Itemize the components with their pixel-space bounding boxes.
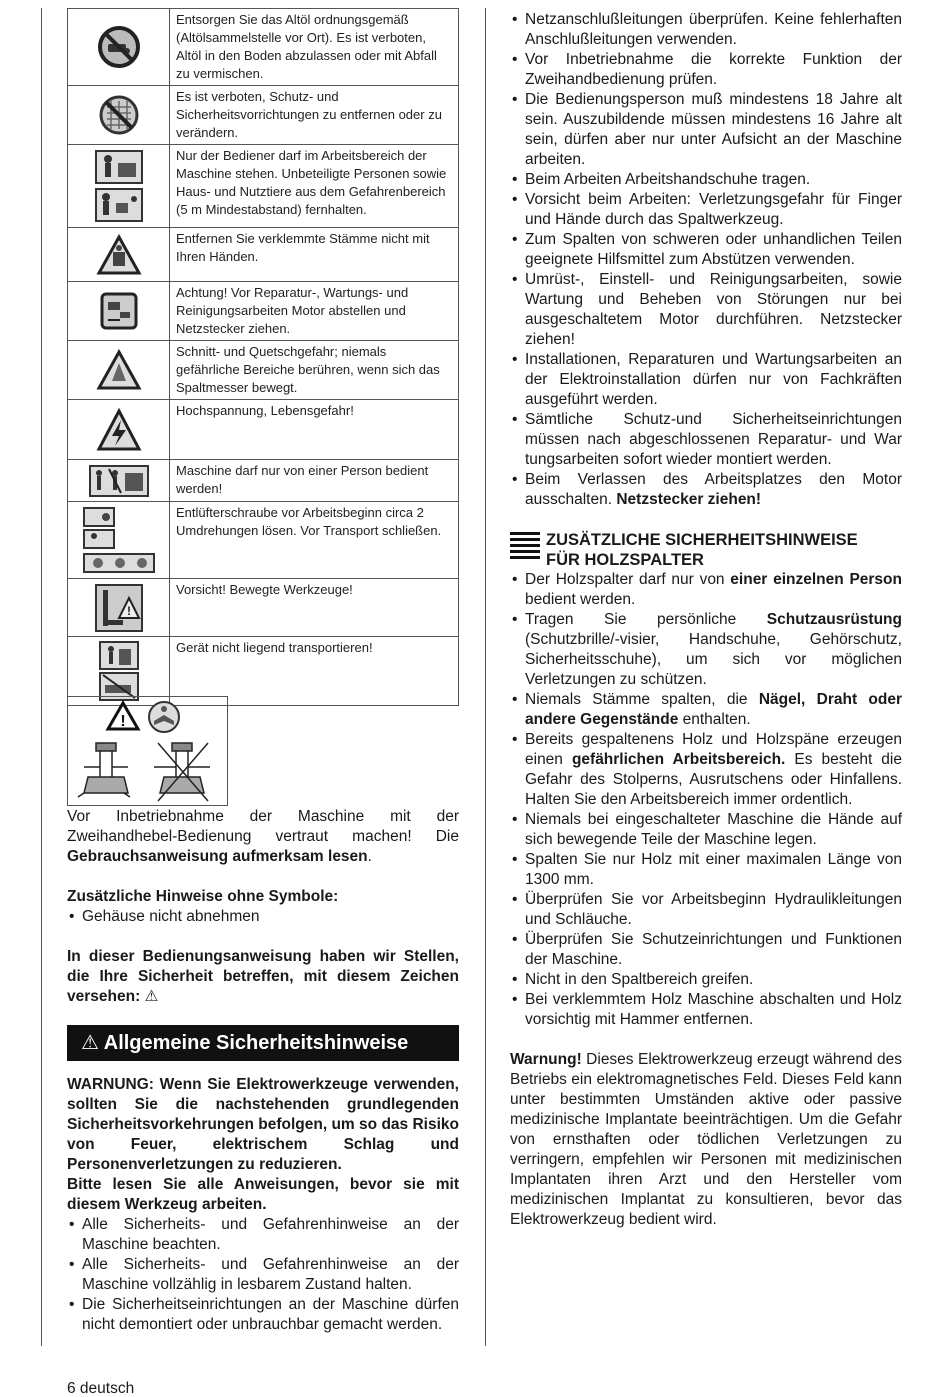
right-column — [510, 10, 902, 1230]
general-safety-banner: ⚠ Allgemeine Sicherheitshinweise — [67, 1025, 459, 1061]
list-item: • Niemals bei eingeschalteter Maschine die Hände auf sich bewegende Teile der Maschine legen. — [510, 810, 902, 850]
list-item: • Netzanschlußleitungen überprüfen. Keine fehlerhaften Anschlußleitungen verwenden. — [510, 10, 902, 50]
no-oil-disposal-icon — [68, 9, 170, 86]
list-item: • Umrüst-, Einstell- und Reinigungsarbeiten, sowie Wartung und Beheben von Störungen nur bei ausgeschaltetem Motor durchführen. Netzstecker ziehen! — [510, 270, 902, 350]
log-splitter-safety-list — [510, 570, 902, 1030]
list-item: • Niemals Stämme spalten, die Nägel, Draht oder andere Gegenstände enthalten. — [510, 690, 902, 730]
table-row — [68, 228, 459, 282]
vent-screw-icon — [68, 502, 170, 579]
read-all-paragraph: Bitte lesen Sie alle Anweisungen, bevor sie mit diesem Werkzeug arbeiten. — [67, 1176, 459, 1213]
emf-warning-paragraph: Warnung! Dieses Elektrowerkzeug erzeugt während des Betriebs ein elektromagnetisches Feld. Dieses Feld kann unter bestimmten Umständen aktive oder passive medizinische Implantate beeinträchtigen. Um die Gefahr von ernsthaften oder tödlichen Verletzungen zu verringern, empfehlen wir Personen mit medizinischen Implantaten ihren Arzt und den Hersteller vom medizinischen Implantat zu konsultieren, bevor das Elektrowerkzeug bedient wird. — [510, 1051, 902, 1228]
crush-hazard-icon — [68, 341, 170, 400]
column-divider — [485, 8, 486, 1346]
list-item: • Vor Inbetriebnahme die korrekte Funktion der Zweihandbedienung prüfen. — [510, 50, 902, 90]
extra-notes-heading: Zusätzliche Hinweise ohne Symbole: — [67, 888, 339, 905]
symbol-notice: In dieser Bedienungsanweisung haben wir Stellen, die Ihre Sicherheit betreffen, mit diesem Zeichen versehen: ⚠ — [67, 948, 459, 1005]
section-title-line-2: FÜR HOLZSPALTER — [546, 551, 704, 569]
list-item: • Der Holzspalter darf nur von einer einzelnen Person bedient werden. — [510, 570, 902, 610]
symbol-text: Achtung! Vor Reparatur-, Wartungs- und Reinigungsarbeiten Motor abstellen und Netzstecker ziehen. — [170, 282, 459, 341]
symbol-text: Entfernen Sie verklemmte Stämme nicht mit Ihren Händen. — [170, 228, 459, 282]
list-item: • Zum Spalten von schweren oder unhandlichen Teilen geeignete Hilfsmittel zum Abstützen verwenden. — [510, 230, 902, 270]
section-bars-icon — [510, 532, 540, 562]
symbol-text: Vorsicht! Bewegte Werkzeuge! — [170, 579, 459, 637]
list-item: • Bereits gespaltenens Holz und Holzspäne erzeugen einen gefährlichen Arbeitsbereich. Es besteht die Gefahr des Stolperns, Ausrutschens oder Hinfallens. Halten Sie den Arbeitsbereich immer ordentlich. — [510, 730, 902, 810]
list-item: • Nicht in den Spaltbereich greifen. — [510, 970, 902, 990]
symbol-text: Schnitt- und Quetschgefahr; niemals gefährliche Bereiche berühren, wenn sich das Spaltmesser bewegt. — [170, 341, 459, 400]
svg-text:!: ! — [126, 603, 131, 618]
table-row — [68, 86, 459, 145]
table-row — [68, 502, 459, 579]
table-row — [68, 9, 459, 86]
list-item: • Gehäuse nicht abnehmen — [67, 907, 459, 927]
general-safety-list-continued — [510, 10, 902, 510]
intro-text: Vor Inbetriebnahme der Maschine mit der Zweihandhebel-Bedienung vertraut machen! Die — [67, 808, 459, 845]
intro-text-end: . — [367, 848, 372, 865]
symbol-text: Gerät nicht liegend transportieren! — [170, 637, 459, 706]
list-item: • Spalten Sie nur Holz mit einer maximalen Länge von 1300 mm. — [510, 850, 902, 890]
table-row — [68, 145, 459, 228]
page-footer: 6 deutsch — [67, 1380, 135, 1397]
section-title-line-1: ZUSÄTZLICHE SICHERHEITSHINWEISE — [546, 531, 858, 549]
symbol-text: Nur der Bediener darf im Arbeitsbereich der Maschine stehen. Unbeteiligte Personen sowie Haus- und Nutztiere aus dem Gefahrenbereich (5 m Mindestabstand) fernhalten. — [170, 145, 459, 228]
moving-tools-icon — [68, 579, 170, 637]
symbol-text: Hochspannung, Lebensgefahr! — [170, 400, 459, 460]
jammed-log-warning-icon — [68, 228, 170, 282]
symbol-text: Entlüfterschraube vor Arbeitsbeginn circa 2 Umdrehungen lösen. Vor Transport schließen. — [170, 502, 459, 579]
machine-diagram-left-icon — [78, 743, 130, 797]
list-item: • Beim Verlassen des Arbeitsplatzes den Motor ausschalten. Netzstecker ziehen! — [510, 470, 902, 510]
symbol-text: Es ist verboten, Schutz- und Sicherheitsvorrichtungen zu entfernen oder zu verändern. — [170, 86, 459, 145]
two-hand-lever-figure — [67, 696, 228, 806]
list-item: • Bei verklemmtem Holz Maschine abschalten und Holz vorsichtig mit Hammer entfernen. — [510, 990, 902, 1030]
list-item: • Vorsicht beim Arbeiten: Verletzungsgefahr für Finger und Hände durch das Spaltwerkzeug. — [510, 190, 902, 230]
table-row — [68, 460, 459, 502]
list-item: • Überprüfen Sie Schutzeinrichtungen und Funktionen der Maschine. — [510, 930, 902, 970]
safety-symbol-table — [67, 8, 459, 706]
extra-notes-list — [67, 907, 459, 927]
svg-text:!: ! — [120, 713, 126, 730]
left-margin-rule — [41, 8, 42, 1346]
general-safety-list — [67, 1215, 459, 1335]
table-row — [68, 341, 459, 400]
table-row — [68, 400, 459, 460]
intro-paragraph — [67, 807, 459, 867]
list-item: • Alle Sicherheits- und Gefahrenhinweise an der Maschine vollzählig in lesbarem Zustand halten. — [67, 1255, 459, 1295]
unplug-before-service-icon — [68, 282, 170, 341]
list-item: • Beim Arbeiten Arbeitshandschuhe tragen. — [510, 170, 902, 190]
symbol-text: Entsorgen Sie das Altöl ordnungsgemäß (Altölsammelstelle vor Ort). Es ist verboten, Altöl in den Boden abzulassen oder mit Abfall zu vermischen. — [170, 9, 459, 86]
list-item: • Die Sicherheitseinrichtungen an der Maschine dürfen nicht demontiert oder unbrauchbar gemacht werden. — [67, 1295, 459, 1335]
table-row — [68, 282, 459, 341]
warning-triangle-icon — [108, 703, 138, 730]
log-splitter-section-heading — [510, 530, 902, 570]
operator-area-icon — [68, 145, 170, 228]
list-item: • Überprüfen Sie vor Arbeitsbeginn Hydraulikleitungen und Schläuche. — [510, 890, 902, 930]
list-item: • Die Bedienungsperson muß mindestens 18 Jahre alt sein. Auszubildende müssen mindestens 16 Jahre alt sein, dürfen aber nur unter Aufsicht an der Maschine arbeiten. — [510, 90, 902, 170]
list-item: • Alle Sicherheits- und Gefahrenhinweise an der Maschine beachten. — [67, 1215, 459, 1255]
symbol-text: Maschine darf nur von einer Person bedient werden! — [170, 460, 459, 502]
intro-emphasis: Gebrauchsanweisung aufmerksam lesen — [67, 848, 368, 865]
no-guard-removal-icon — [68, 86, 170, 145]
list-item: • Installationen, Reparaturen und Wartungsarbeiten an der Elektroinstallation dürfen nur von Fachkräften ausgeführt werden. — [510, 350, 902, 410]
table-row — [68, 579, 459, 637]
high-voltage-icon — [68, 400, 170, 460]
read-manual-icon — [149, 702, 179, 732]
machine-diagram-right-icon — [154, 743, 210, 801]
left-column — [67, 807, 459, 1335]
single-operator-icon — [68, 460, 170, 502]
list-item: • Tragen Sie persönliche Schutzausrüstung (Schutzbrille/-visier, Handschuhe, Gehörschutz, Sicherheitsschuhe), um sich vor möglichen Verletzungen zu schützen. — [510, 610, 902, 690]
list-item: • Sämtliche Schutz-und Sicherheitseinrichtungen müssen nach abgeschlossenen Reparatur- und War tungsarbeiten sofort wieder montiert werden. — [510, 410, 902, 470]
warning-paragraph: WARNUNG: Wenn Sie Elektrowerkzeuge verwenden, sollten Sie die nachstehenden grundlegenden Sicherheitsvorkehrungen befolgen, um so das Risiko von Feuer, elektrischem Schlag und Personenverletzungen zu reduzieren. — [67, 1076, 459, 1173]
